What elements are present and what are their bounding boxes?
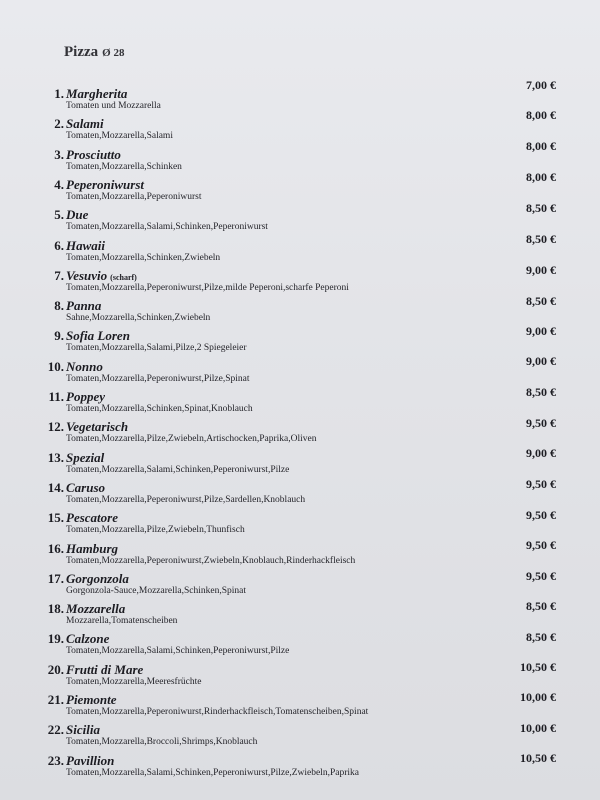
menu-item [0, 234, 600, 264]
item-name-text: Calzone [66, 631, 110, 647]
item-number: 20. [47, 661, 64, 677]
item-name [66, 116, 104, 132]
item-name-text: Mozzarella [66, 601, 126, 617]
item-description: Tomaten,Mozzarella,Peperoniwurst,Pilze,milde Peperoni,scharfe Peperoni [66, 282, 349, 293]
item-price: 8,50 € [526, 294, 556, 308]
menu-item [0, 597, 600, 627]
item-number: 23. [47, 752, 64, 768]
item-description: Tomaten,Mozzarella,Salami [66, 131, 173, 142]
menu-item [0, 415, 600, 445]
item-number: 11. [48, 389, 64, 404]
item-name [66, 510, 118, 526]
item-description: Tomaten,Mozzarella,Peperoniwurst,Rinderhackfleisch,Tomatenscheiben,Spinat [66, 707, 369, 717]
item-note: (scharf) [110, 272, 137, 282]
item-name-text: Pescatore [66, 510, 118, 526]
item-name [66, 298, 101, 314]
item-description: Tomaten,Mozzarella,Salami,Schinken,Peperoniwurst,Pilze,Zwiebeln,Paprika [66, 767, 359, 778]
menu-item [0, 385, 600, 415]
menu-item [0, 264, 600, 294]
item-name [66, 662, 143, 678]
item-name [66, 571, 129, 587]
item-description: Tomaten,Mozzarella,Schinken,Spinat,Knoblauch [66, 404, 253, 414]
item-price: 9,00 € [526, 445, 556, 460]
item-price: 9,50 € [526, 507, 556, 522]
item-price: 9,00 € [526, 354, 556, 368]
item-name [66, 541, 118, 557]
item-description: Tomaten,Mozzarella,Salami,Schinken,Peperoniwurst,Pilze [66, 646, 290, 657]
item-number: 18. [47, 601, 64, 617]
item-number: 22. [47, 722, 64, 738]
item-price: 9,50 € [526, 568, 556, 583]
item-price: 9,00 € [526, 263, 556, 277]
item-number: 8. [54, 298, 64, 314]
item-name [66, 601, 125, 617]
item-description: Tomaten,Mozzarella,Schinken,Zwiebeln [66, 252, 221, 263]
menu-item [0, 203, 600, 233]
item-name [66, 450, 104, 466]
item-name [66, 419, 128, 435]
item-number: 15. [47, 510, 64, 526]
item-name-text: Peperoniwurst [66, 176, 145, 192]
item-name-text: Spezial [66, 449, 105, 465]
title-size: Ø 28 [102, 47, 125, 59]
item-name [66, 692, 117, 708]
menu-item [0, 506, 600, 536]
menu-item [0, 567, 600, 597]
item-name-text: Nonno [66, 358, 103, 374]
item-price: 9,00 € [526, 324, 556, 338]
page-title [64, 44, 124, 61]
item-number: 21. [47, 692, 64, 707]
item-name [66, 480, 105, 496]
item-price: 10,00 € [520, 720, 556, 735]
item-number: 4. [54, 176, 64, 192]
item-number: 3. [54, 146, 64, 162]
item-description: Tomaten,Mozzarella,Pilze,Zwiebeln,Artischocken,Paprika,Oliven [66, 434, 317, 445]
item-name-text: Sicilia [66, 722, 100, 738]
item-name-text: Salami [66, 116, 104, 132]
item-name [66, 177, 144, 193]
item-name-text: Prosciutto [66, 146, 121, 162]
item-price: 8,00 € [526, 170, 556, 184]
menu-item [0, 749, 600, 779]
item-description: Tomaten,Mozzarella,Broccoli,Shrimps,Knoblauch [66, 737, 258, 748]
item-name [66, 147, 121, 163]
menu-item [0, 658, 600, 688]
item-name [66, 753, 114, 769]
item-name-text: Due [66, 207, 89, 223]
item-price: 8,50 € [526, 232, 556, 246]
menu-item [0, 718, 600, 748]
item-name-text: Vegetarisch [66, 419, 129, 435]
item-number: 14. [47, 479, 64, 495]
menu-item [0, 355, 600, 385]
item-number: 7. [54, 267, 64, 283]
item-price: 8,00 € [526, 108, 556, 122]
item-name-text: Panna [66, 298, 102, 314]
menu-item [0, 627, 600, 657]
item-description: Tomaten und Mozzarella [66, 101, 161, 111]
item-name [66, 86, 127, 102]
item-description: Tomaten,Mozzarella,Salami,Schinken,Peperoniwurst,Pilze [66, 464, 290, 475]
item-description: Tomaten,Mozzarella,Salami,Schinken,Peperoniwurst [66, 222, 268, 233]
menu-item [0, 294, 600, 324]
item-price: 9,50 € [526, 476, 556, 491]
item-price: 8,50 € [526, 629, 556, 644]
menu-item [0, 688, 600, 718]
item-description: Sahne,Mozzarella,Schinken,Zwiebeln [66, 313, 211, 324]
item-description: Tomaten,Mozzarella,Peperoniwurst [66, 191, 202, 202]
item-price: 8,00 € [526, 139, 556, 153]
menu-item [0, 537, 600, 567]
item-price: 9,50 € [526, 538, 556, 552]
item-number: 17. [47, 570, 64, 586]
item-price: 8,50 € [526, 598, 556, 613]
item-number: 2. [54, 116, 64, 132]
item-name-text: Gorgonzola [66, 570, 129, 586]
menu-item [0, 446, 600, 476]
item-name [66, 389, 105, 405]
item-name [66, 207, 88, 223]
item-price: 10,50 € [520, 659, 556, 674]
item-name [66, 359, 103, 375]
item-number: 13. [47, 449, 64, 465]
item-number: 12. [47, 419, 64, 435]
item-name [66, 722, 100, 738]
item-name [66, 268, 137, 284]
item-name [66, 238, 105, 254]
item-price: 8,50 € [526, 201, 556, 215]
menu-item [0, 170, 600, 203]
item-description: Tomaten,Mozzarella,Peperoniwurst,Zwiebeln,Knoblauch,Rinderhackfleisch [66, 555, 356, 566]
item-number: 16. [47, 540, 64, 556]
item-price: 9,50 € [526, 415, 556, 430]
item-name-text: Piemonte [66, 692, 117, 707]
item-name-text: Hamburg [66, 540, 119, 556]
item-description: Tomaten,Mozzarella,Salami,Pilze,2 Spiegeleier [66, 343, 247, 354]
item-description: Mozzarella,Tomatenscheiben [66, 616, 178, 627]
item-name-text: Margherita [66, 86, 128, 101]
item-price: 10,00 € [520, 690, 556, 704]
item-number: 9. [54, 328, 64, 344]
item-name-text: Hawaii [66, 237, 106, 253]
item-price: 7,00 € [526, 78, 556, 92]
item-name [66, 328, 130, 344]
title-label: Pizza [64, 44, 99, 60]
item-name-text: Vesuvio [66, 267, 108, 283]
item-description: Tomaten,Mozzarella,Schinken [66, 161, 182, 172]
menu-item [0, 78, 600, 112]
item-number: 5. [54, 207, 64, 223]
item-price: 8,50 € [526, 385, 556, 399]
item-description: Tomaten,Mozzarella,Pilze,Zwiebeln,Thunfisch [66, 525, 245, 536]
item-name-text: Caruso [66, 479, 106, 495]
menu-item [0, 476, 600, 506]
menu-item [0, 139, 600, 173]
item-description: Tomaten,Mozzarella,Meeresfrüchte [66, 676, 202, 687]
item-description: Gorgonzola-Sauce,Mozzarella,Schinken,Spinat [66, 585, 247, 596]
item-number: 6. [54, 237, 64, 253]
item-description: Tomaten,Mozzarella,Peperoniwurst,Pilze,Spinat [66, 373, 250, 384]
item-name-text: Sofia Loren [66, 328, 130, 344]
item-description: Tomaten,Mozzarella,Peperoniwurst,Pilze,Sardellen,Knoblauch [66, 494, 306, 505]
item-number: 1. [54, 86, 64, 101]
item-name-text: Poppey [66, 389, 105, 404]
item-name-text: Frutti di Mare [66, 661, 144, 677]
item-name [66, 631, 109, 647]
menu-item [0, 324, 600, 354]
item-number: 19. [47, 631, 64, 647]
item-name-text: Pavillion [66, 752, 115, 768]
item-number: 10. [47, 358, 64, 374]
menu-item [0, 108, 600, 142]
item-price: 10,50 € [520, 750, 556, 765]
